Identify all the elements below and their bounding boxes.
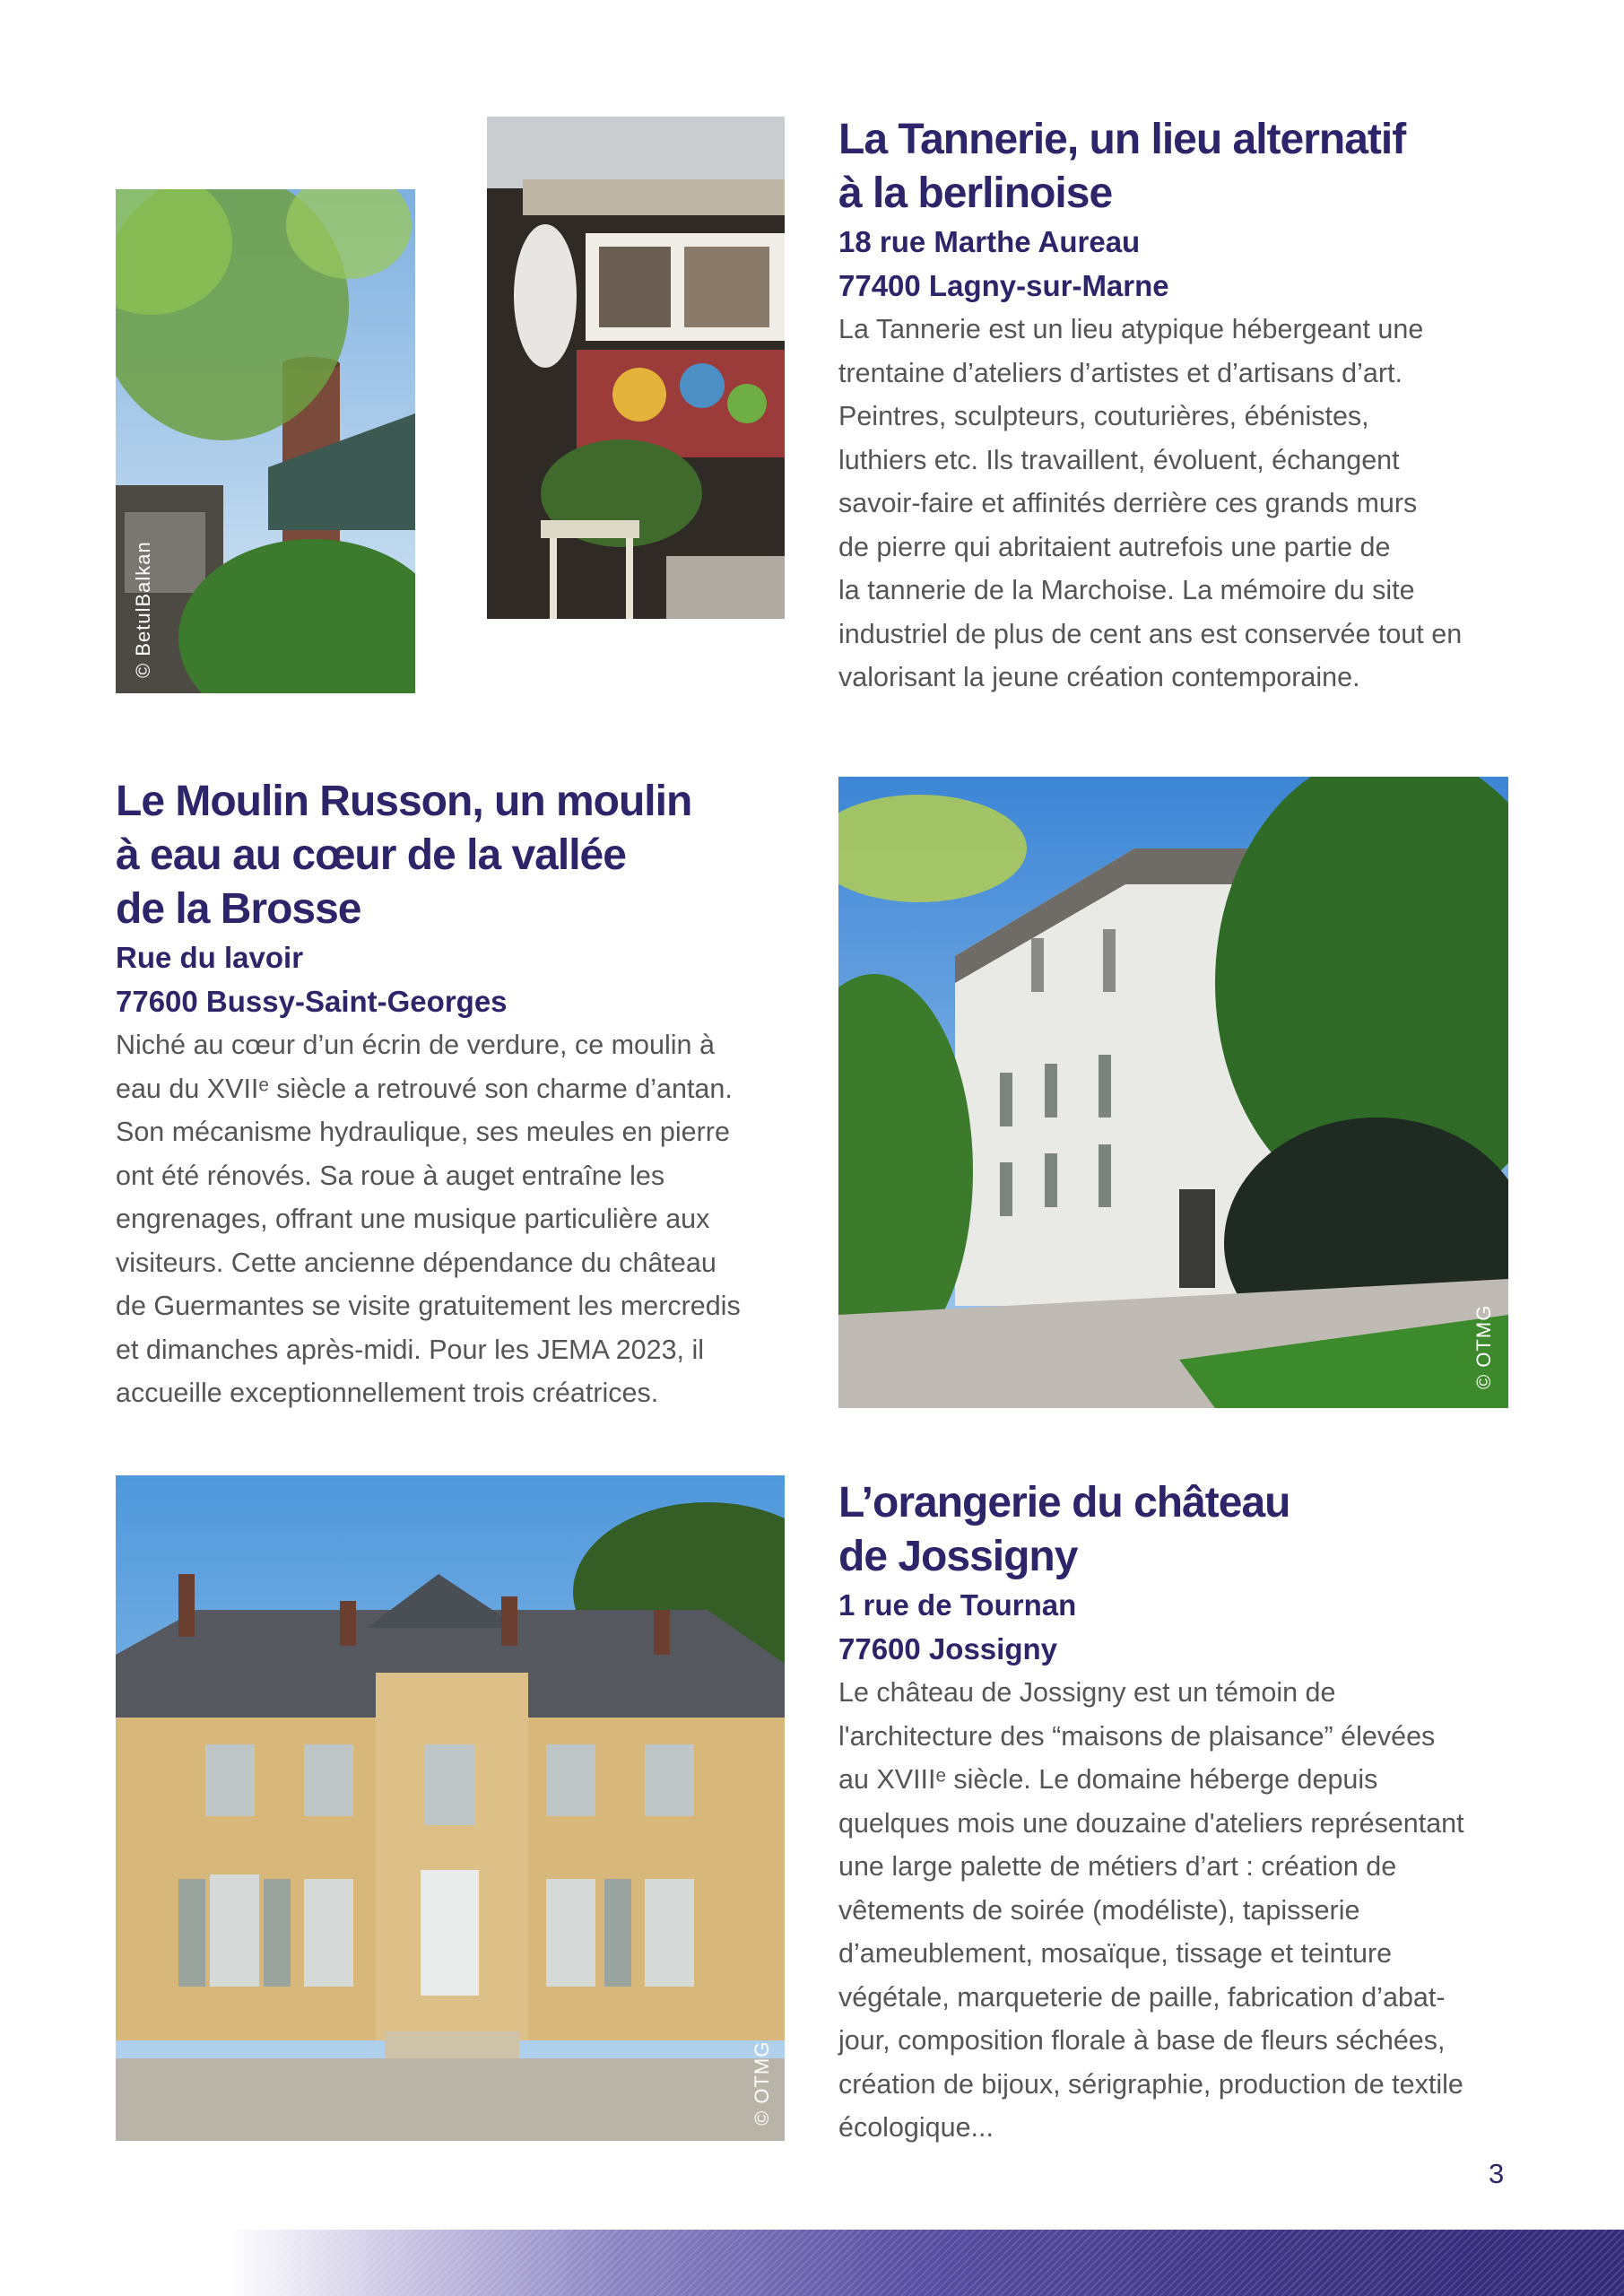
body-line: de pierre qui abritaient autrefois une partie de: [838, 531, 1391, 562]
body-line: création de bijoux, sérigraphie, production de textile: [838, 2068, 1463, 2100]
body-line: l'architecture des “maisons de plaisance” élevées: [838, 1720, 1436, 1752]
body-line: visiteurs. Cette ancienne dépendance du château: [116, 1247, 716, 1278]
photo-credit: © BetulBalkan: [132, 541, 154, 678]
title-line: à la berlinoise: [838, 170, 1113, 217]
title-line: à eau au cœur de la vallée: [116, 831, 626, 879]
section-body: [116, 1023, 815, 1415]
section-title: [838, 113, 1538, 221]
body-line: vêtements de soirée (modéliste), tapisserie: [838, 1894, 1360, 1926]
body-line: une large palette de métiers d’art : création de: [838, 1851, 1397, 1882]
body-line: Peintres, sculpteurs, couturières, ébénistes,: [838, 401, 1369, 431]
title-line: de Jossigny: [838, 1533, 1078, 1580]
page-number: 3: [1489, 2158, 1505, 2189]
body-line: jour, composition florale à base de fleurs séchées,: [838, 2025, 1446, 2056]
section-address: [838, 221, 1538, 308]
chateau-photo-illustration: [116, 1475, 785, 2141]
body-line: trentaine d’ateliers d’artistes et d’artisans d’art.: [838, 357, 1403, 388]
body-line: ont été rénovés. Sa roue à auget entraîne les: [116, 1160, 665, 1191]
body-line: végétale, marqueterie de paille, fabrication d’abat-: [838, 1981, 1446, 2013]
body-line: quelques mois une douzaine d'ateliers représentant: [838, 1807, 1464, 1839]
body-line: et dimanches après-midi. Pour les JEMA 2023, il: [116, 1334, 705, 1365]
tannerie-text-block: [838, 113, 1538, 700]
title-line: L’orangerie du château: [838, 1479, 1290, 1526]
tannerie-photo-chimney: [116, 189, 415, 693]
photo-credit: © OTMG: [1472, 1304, 1495, 1389]
address-city: 77600 Bussy-Saint-Georges: [116, 984, 508, 1018]
mill-photo-illustration: [838, 777, 1508, 1408]
title-line: de la Brosse: [116, 885, 361, 933]
body-line: engrenages, offrant une musique particulière aux: [116, 1204, 710, 1234]
section-body: [838, 308, 1538, 700]
body-line: luthiers etc. Ils travaillent, évoluent, échangent: [838, 444, 1400, 475]
section-address: [116, 936, 815, 1023]
body-line: industriel de plus de cent ans est conservée tout en: [838, 618, 1463, 649]
tannerie-photo-workshop: [487, 117, 785, 619]
body-line: de Guermantes se visite gratuitement les mercredis: [116, 1291, 741, 1321]
title-line: Le Moulin Russon, un moulin: [116, 778, 692, 825]
workshop-photo-illustration: [487, 117, 785, 619]
body-line: d’ameublement, mosaïque, tissage et teinture: [838, 1938, 1393, 1969]
section-address: [838, 1584, 1538, 1671]
body-line: savoir-faire et affinités derrière ces grands murs: [838, 488, 1418, 518]
address-street: 1 rue de Tournan: [838, 1588, 1077, 1622]
body-line: La Tannerie est un lieu atypique hébergeant une: [838, 314, 1424, 344]
orangerie-text-block: [838, 1476, 1538, 2150]
orangerie-photo: [116, 1475, 785, 2141]
body-line: Niché au cœur d’un écrin de verdure, ce moulin à: [116, 1030, 715, 1060]
moulin-photo: [838, 777, 1508, 1408]
address-city: 77600 Jossigny: [838, 1631, 1057, 1665]
body-line: la tannerie de la Marchoise. La mémoire du site: [838, 575, 1415, 605]
body-line: Le château de Jossigny est un témoin de: [838, 1677, 1336, 1708]
body-line: écologique...: [838, 2112, 994, 2143]
chimney-photo-illustration: [116, 189, 415, 693]
body-line: eau du XVIIᵉ siècle a retrouvé son charme d’antan.: [116, 1073, 733, 1104]
body-line: valorisant la jeune création contemporaine.: [838, 662, 1360, 692]
section-title: [838, 1476, 1538, 1584]
footer-decorative-band: [0, 2230, 1624, 2296]
photo-credit: © OTMG: [751, 2040, 773, 2126]
address-street: 18 rue Marthe Aureau: [838, 225, 1141, 258]
address-street: Rue du lavoir: [116, 941, 304, 974]
section-body: [838, 1671, 1538, 2150]
body-line: accueille exceptionnellement trois créatrices.: [116, 1378, 659, 1408]
body-line: Son mécanisme hydraulique, ses meules en pierre: [116, 1117, 730, 1147]
address-city: 77400 Lagny-sur-Marne: [838, 268, 1169, 302]
body-line: au XVIIIᵉ siècle. Le domaine héberge depuis: [838, 1764, 1378, 1795]
moulin-text-block: [116, 775, 815, 1415]
section-title: [116, 775, 815, 936]
title-line: La Tannerie, un lieu alternatif: [838, 116, 1406, 163]
